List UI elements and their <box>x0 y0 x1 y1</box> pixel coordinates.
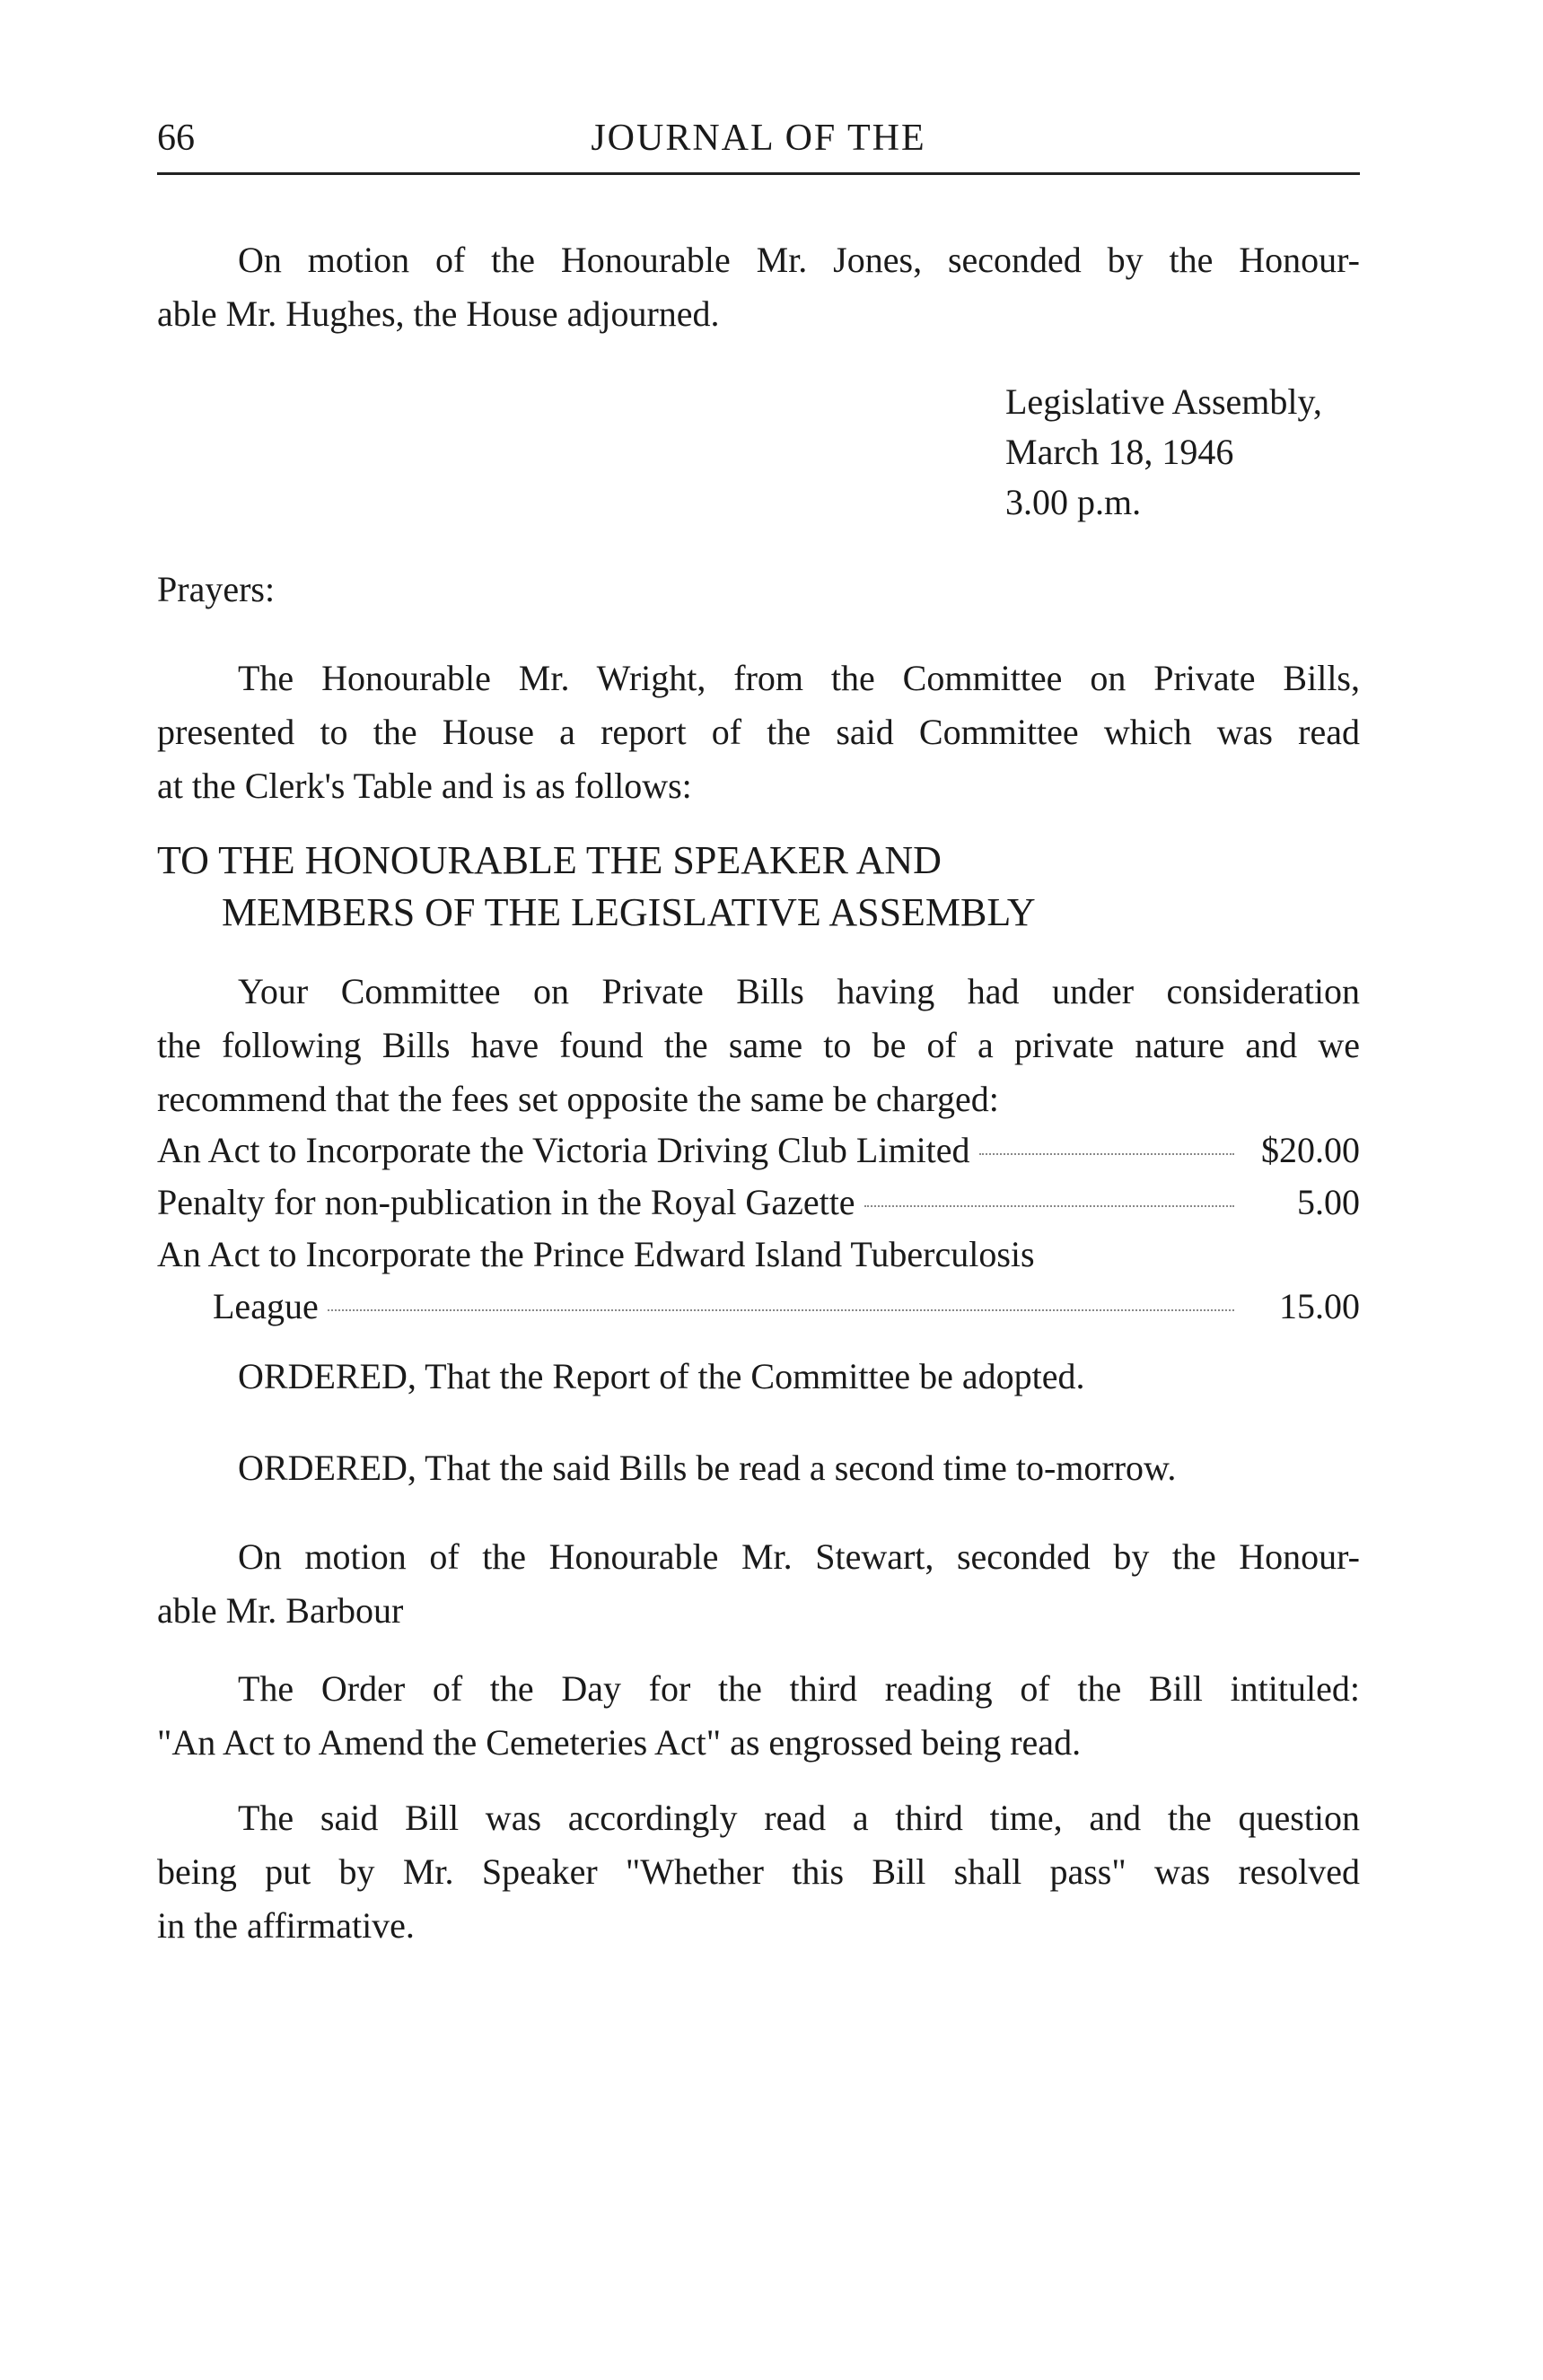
leader-dots <box>864 1205 1234 1207</box>
address-heading: TO THE HONOURABLE THE SPEAKER AND MEMBERS OF THE LEGISLATIVE ASSEMBLY <box>157 838 1036 934</box>
fee-row: An Act to Incorporate the Victoria Driving Club Limited $20.00 <box>157 1130 1360 1170</box>
running-head: JOURNAL OF THE <box>591 118 926 159</box>
page-number: 66 <box>157 118 195 159</box>
header-rule <box>157 172 1360 175</box>
order-of-day: The Order of the Day for the third reading of the Bill intituled: "An Act to Amend the Cemeteries Act" as engrossed being read. <box>157 1668 1360 1763</box>
report-body: Your Committee on Private Bills having had under consideration the following Bills have found the same to be of a private nature and we recommend that the fees set opposite the same be charged: <box>157 971 1360 1119</box>
stewart-motion: On motion of the Honourable Mr. Stewart, seconded by the Honour- able Mr. Barbour <box>157 1536 1360 1631</box>
fee-row: An Act to Incorporate the Prince Edward Island Tuberculosis <box>157 1234 1035 1274</box>
fees-list <box>157 1129 1360 1337</box>
dateline-place: Legislative Assembly, <box>1005 381 1322 422</box>
prayers-label: Prayers: <box>157 569 276 609</box>
ordered-second-reading: ORDERED, That the said Bills be read a second time to-morrow. <box>238 1448 1177 1488</box>
ordered-adopt: ORDERED, That the Report of the Committee be adopted. <box>238 1356 1085 1396</box>
dateline <box>1005 377 1322 528</box>
dateline-date: March 18, 1946 <box>1005 432 1234 472</box>
dateline-time: 3.00 p.m. <box>1005 482 1142 522</box>
page-header <box>157 117 1360 171</box>
committee-report-intro: The Honourable Mr. Wright, from the Committee on Private Bills, presented to the House a report of the said Committee which was read at the Clerk's Table and is as follows: <box>157 658 1360 806</box>
fee-row: Penalty for non-publication in the Royal Gazette 5.00 <box>157 1182 1360 1222</box>
leader-dots <box>328 1309 1234 1311</box>
fee-row: League 15.00 <box>213 1286 1360 1326</box>
adjournment-paragraph: On motion of the Honourable Mr. Jones, seconded by the Honour- able Mr. Hughes, the House adjourned. <box>157 240 1360 334</box>
third-reading-paragraph: The said Bill was accordingly read a third time, and the question being put by Mr. Speaker "Whether this Bill shall pass" was resolved in the affirmative. <box>157 1798 1360 1946</box>
leader-dots <box>979 1153 1234 1155</box>
